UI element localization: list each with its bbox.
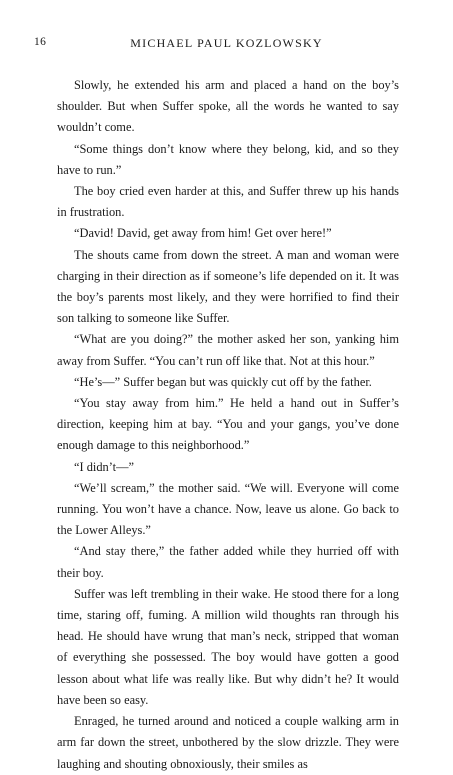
paragraph: The shouts came from down the street. A man and woman were charging in their direction as if someone’s life depended on it. It was the boy’s parents most likely, and they were horrified to find their son talking to someone like Suffer. [57,247,399,326]
page-number: 16 [34,36,47,48]
paragraph: “He’s—” Suffer began but was quickly cut off by the father. [74,374,372,389]
body-text [57,75,399,775]
paragraph: “We’ll scream,” the mother said. “We will. Everyone will come running. You won’t have a chance. Now, leave us alone. Go back to the Lower Alleys.” [57,480,399,538]
paragraph: “What are you doing?” the mother asked her son, yanking him away from Suffer. “You can’t run off like that. Not at this hour.” [57,332,399,368]
paragraph: “David! David, get away from him! Get over here!” [74,226,332,241]
paragraph: “I didn’t—” [74,459,134,474]
paragraph: Slowly, he extended his arm and placed a hand on the boy’s shoulder. But when Suffer spoke, all the words he wanted to say wouldn’t come. [57,78,399,135]
author-name: MICHAEL PAUL KOZLOWSKY [130,36,323,50]
paragraph: Enraged, he turned around and noticed a couple walking arm in arm far down the street, unbothered by the slow drizzle. They were laughing and shouting obnoxiously, their smiles as [57,714,399,771]
paragraph: Suffer was left trembling in their wake. He stood there for a long time, staring off, fuming. A million wild thoughts ran through his head. He should have wrung that man’s neck, stripped that woman of everything she possessed. The boy would have gotten a good lesson about what life was really like. But why didn’t he? It would have been so easy. [57,586,399,707]
paragraph: “And stay there,” the father added while they hurried off with their boy. [57,544,399,580]
paragraph: The boy cried even harder at this, and Suffer threw up his hands in frustration. [57,184,399,220]
running-header [34,36,419,52]
paragraph: “You stay away from him.” He held a hand out in Suffer’s direction, keeping him at bay. “You and your gangs, you’ve done enough damage to this neighborhood.” [57,396,399,453]
paragraph: “Some things don’t know where they belong, kid, and so they have to run.” [57,141,399,177]
